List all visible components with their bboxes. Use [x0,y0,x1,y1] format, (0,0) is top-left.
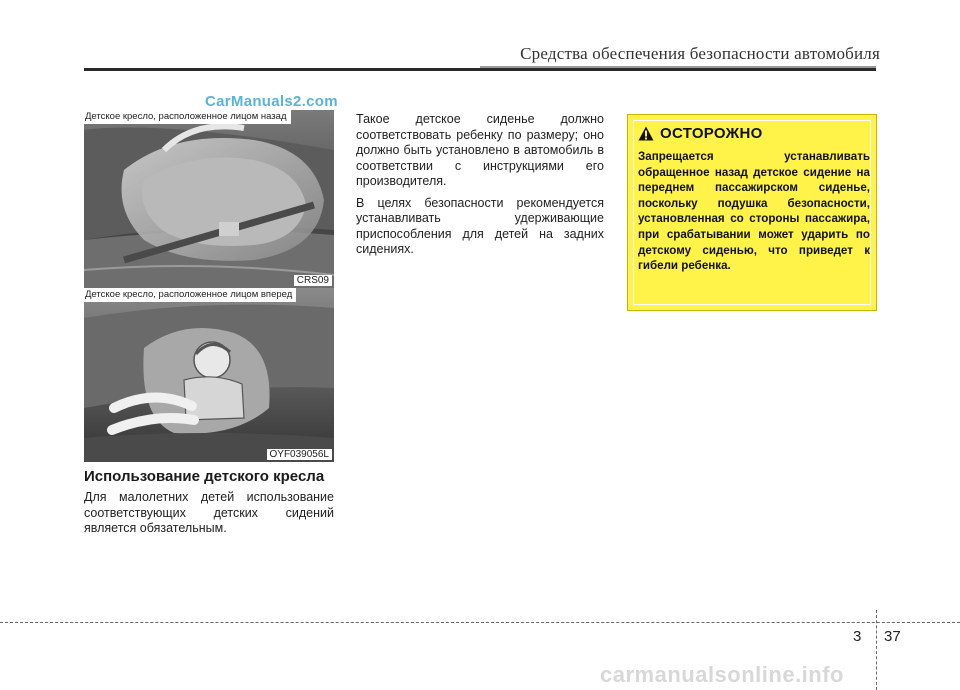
footer-rule [0,622,960,623]
figure-code: OYF039056L [267,449,333,460]
warning-title-row [638,125,763,142]
header-rule [84,68,876,71]
warning-text: Запрещается устанавливать обращенное назад детское сидение на переднем пассажирском сиденье, поскольку подушка безопасности, установленная со стороны пассажира, при срабатывании может ударить по детскому сиденью, что приведет к гибели ребенка. [638,150,870,273]
watermark-bottom: carmanualsonline.info [600,662,844,687]
section-heading: Использование детского кресла [84,468,325,485]
rear-facing-seat-illustration [84,110,334,288]
figure-rear-facing-seat [84,110,334,288]
figure-code: CRS09 [294,275,332,286]
column-two-text [356,112,604,264]
chapter-number: 3 [853,628,862,645]
page-header-title: Средства обеспечения безопасности автомобиля [520,44,880,63]
warning-title: ОСТОРОЖНО [660,125,763,142]
footer-divider [876,610,877,690]
forward-facing-seat-illustration [84,288,334,462]
figure-forward-facing-seat [84,288,334,462]
page-number: 37 [884,628,901,645]
warning-triangle-icon [638,126,654,141]
warning-box [627,114,877,311]
figure-caption: Детское кресло, расположенное лицом вперед [84,288,296,302]
figure-caption: Детское кресло, расположенное лицом назад [84,110,291,124]
paragraph: В целях безопасности рекомендуется устанавливать удерживающие приспособления для детей на задних сидениях. [356,195,604,256]
watermark-top: CarManuals2.com [205,93,338,110]
section-body-text: Для малолетних детей использование соответствующих детских сидений является обязательным. [84,490,334,535]
paragraph: Такое детское сиденье должно соответствовать ребенку по размеру; оно должно быть установлено в автомобиль в соответствии с инструкциями его производителя. [356,112,604,188]
